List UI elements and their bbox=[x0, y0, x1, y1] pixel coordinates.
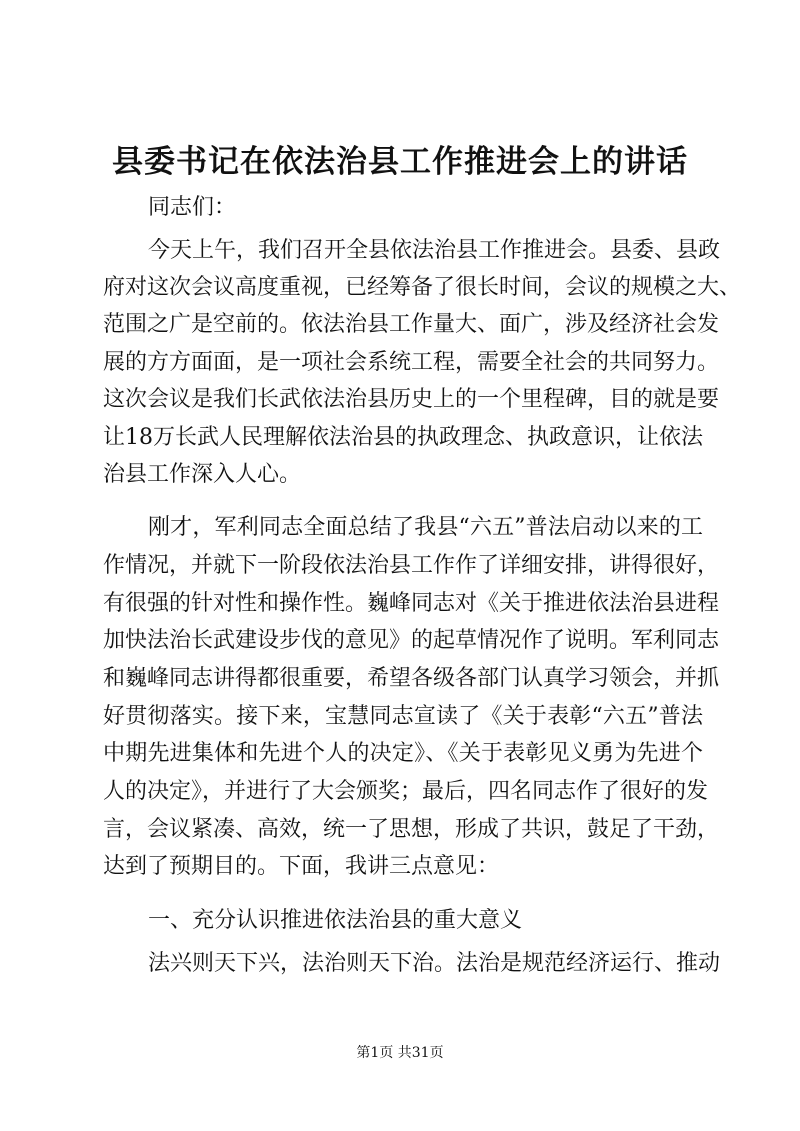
paragraph-line: 人的决定》，并进行了大会颁奖；最后，四名同志作了很好的发 bbox=[103, 779, 709, 804]
paragraph-line: 有很强的针对性和操作性。巍峰同志对《关于推进依法治县进程 bbox=[103, 591, 720, 616]
paragraph-line: 言，会议紧凑、高效，统一了思想，形成了共识，鼓足了干劲， bbox=[103, 817, 720, 842]
page-number-footer: 第1页 共31页 bbox=[356, 1045, 444, 1061]
paragraph-line: 府对这次会议高度重视，已经筹备了很长时间，会议的规模之大、 bbox=[103, 275, 742, 300]
paragraph-line: 作情况，并就下一阶段依法治县工作作了详细安排，讲得很好， bbox=[103, 553, 720, 578]
paragraph-line: 达到了预期目的。下面，我讲三点意见： bbox=[103, 854, 500, 879]
salutation: 同志们： bbox=[148, 195, 237, 220]
paragraph-line: 好贯彻落实。接下来，宝慧同志宣读了《关于表彰“六五”普法 bbox=[103, 704, 703, 729]
paragraph-line: 刚才，军利同志全面总结了我县“六五”普法启动以来的工 bbox=[148, 515, 703, 540]
paragraph-line: 让18万长武人民理解依法治县的执政理念、执政意识，让依法 bbox=[103, 425, 703, 450]
document-title: 县委书记在依法治县工作推进会上的讲话 bbox=[112, 144, 688, 180]
paragraph-line: 法兴则天下兴，法治则天下治。法治是规范经济运行、推动 bbox=[148, 951, 721, 976]
section-heading: 一、充分认识推进依法治县的重大意义 bbox=[148, 908, 523, 933]
paragraph-line: 范围之广是空前的。依法治县工作量大、面广，涉及经济社会发 bbox=[103, 312, 720, 337]
paragraph-line: 加快法治长武建设步伐的意见》的起草情况作了说明。军利同志 bbox=[103, 628, 720, 653]
paragraph-line: 中期先进集体和先进个人的决定》、《关于表彰见义勇为先进个 bbox=[103, 741, 703, 766]
paragraph-line: 今天上午，我们召开全县依法治县工作推进会。县委、县政 bbox=[148, 238, 721, 263]
paragraph-line: 治县工作深入人心。 bbox=[103, 462, 302, 487]
paragraph-line: 和巍峰同志讲得都很重要，希望各级各部门认真学习领会，并抓 bbox=[103, 666, 720, 691]
paragraph-line: 这次会议是我们长武依法治县历史上的一个里程碑，目的就是要 bbox=[103, 387, 720, 412]
paragraph-line: 展的方方面面，是一项社会系统工程，需要全社会的共同努力。 bbox=[103, 350, 720, 375]
